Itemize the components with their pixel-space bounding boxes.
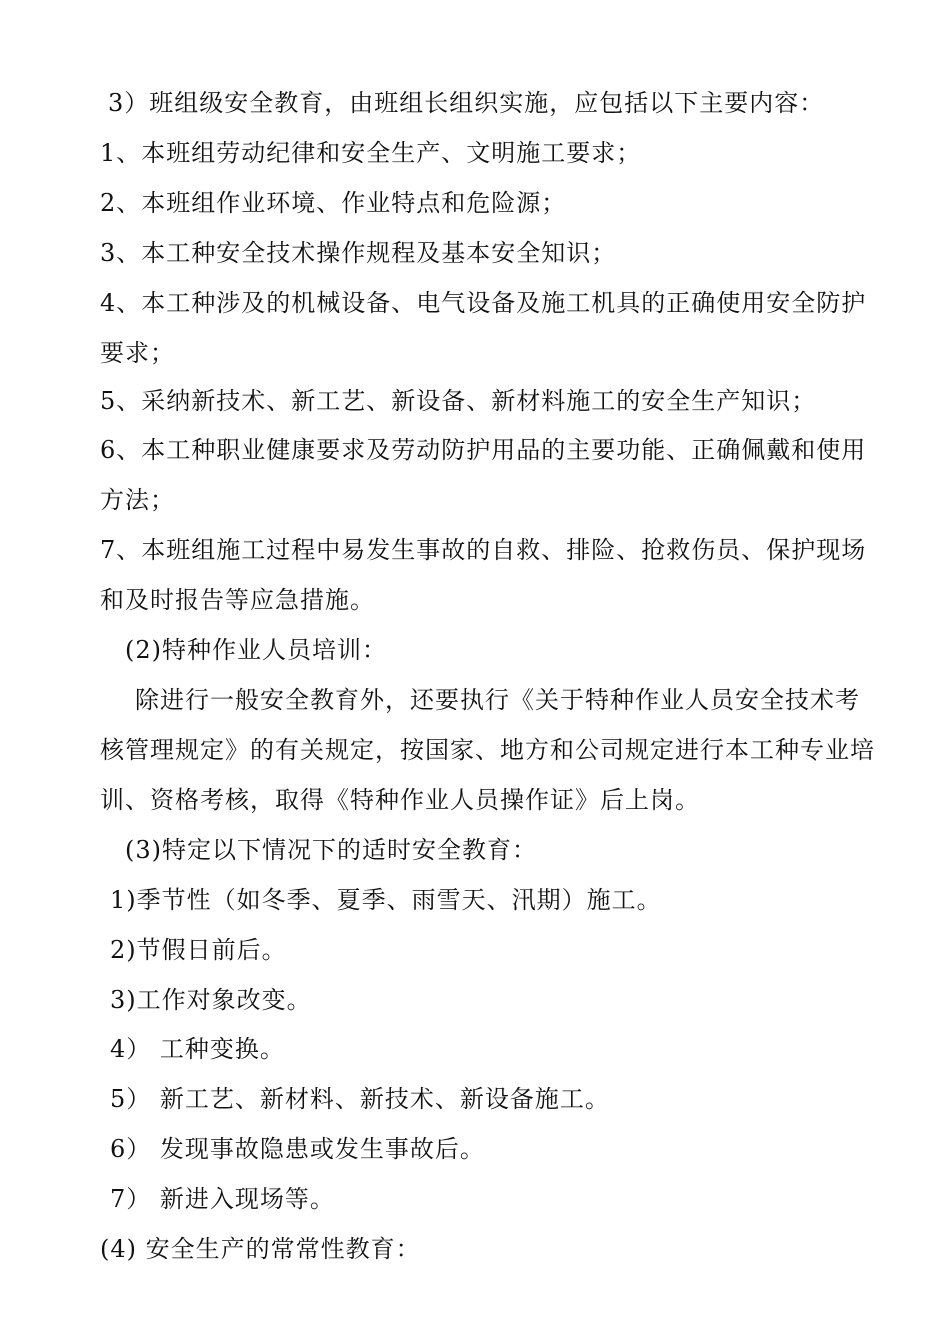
text-line: 3）班组级安全教育，由班组长组织实施，应包括以下主要内容： (108, 89, 825, 117)
list-item: 7） 新进入现场等。 (110, 1185, 335, 1213)
text-line: 4、本工种涉及的机械设备、电气设备及施工机具的正确使用安全防护 (100, 289, 867, 317)
list-item: 6） 发现事故隐患或发生事故后。 (110, 1135, 485, 1163)
text-line: 2、本班组作业环境、作业特点和危险源； (100, 189, 567, 217)
paragraph-line: 训、资格考核，取得《特种作业人员操作证》后上岗。 (100, 786, 700, 814)
paragraph-line: 核管理规定》的有关规定，按国家、地方和公司规定进行本工种专业培 (100, 736, 875, 764)
section-heading: (3)特定以下情况下的适时安全教育： (125, 836, 537, 864)
list-item: 2)节假日前后。 (110, 936, 287, 964)
paragraph-line: 除进行一般安全教育外，还要执行《关于特种作业人员安全技术考 (135, 686, 860, 714)
text-line: 方法； (100, 486, 175, 514)
text-line: 7、本班组施工过程中易发生事故的自救、排险、抢救伤员、保护现场 (100, 536, 867, 564)
text-line: 1、本班组劳动纪律和安全生产、文明施工要求； (100, 139, 642, 167)
section-heading: (4) 安全生产的常常性教育： (100, 1235, 421, 1263)
list-item: 5） 新工艺、新材料、新技术、新设备施工。 (110, 1085, 610, 1113)
list-item: 4） 工种变换。 (110, 1035, 285, 1063)
section-heading: (2)特种作业人员培训： (125, 636, 387, 664)
list-item: 3)工作对象改变。 (110, 986, 312, 1014)
list-item: 1)季节性（如冬季、夏季、雨雪天、汛期）施工。 (110, 886, 662, 914)
text-line: 3、本工种安全技术操作规程及基本安全知识； (100, 239, 617, 267)
text-line: 和及时报告等应急措施。 (100, 586, 375, 614)
text-line: 6、本工种职业健康要求及劳动防护用品的主要功能、正确佩戴和使用 (100, 436, 867, 464)
text-line: 要求； (100, 339, 175, 367)
text-line: 5、采纳新技术、新工艺、新设备、新材料施工的安全生产知识； (100, 387, 817, 415)
